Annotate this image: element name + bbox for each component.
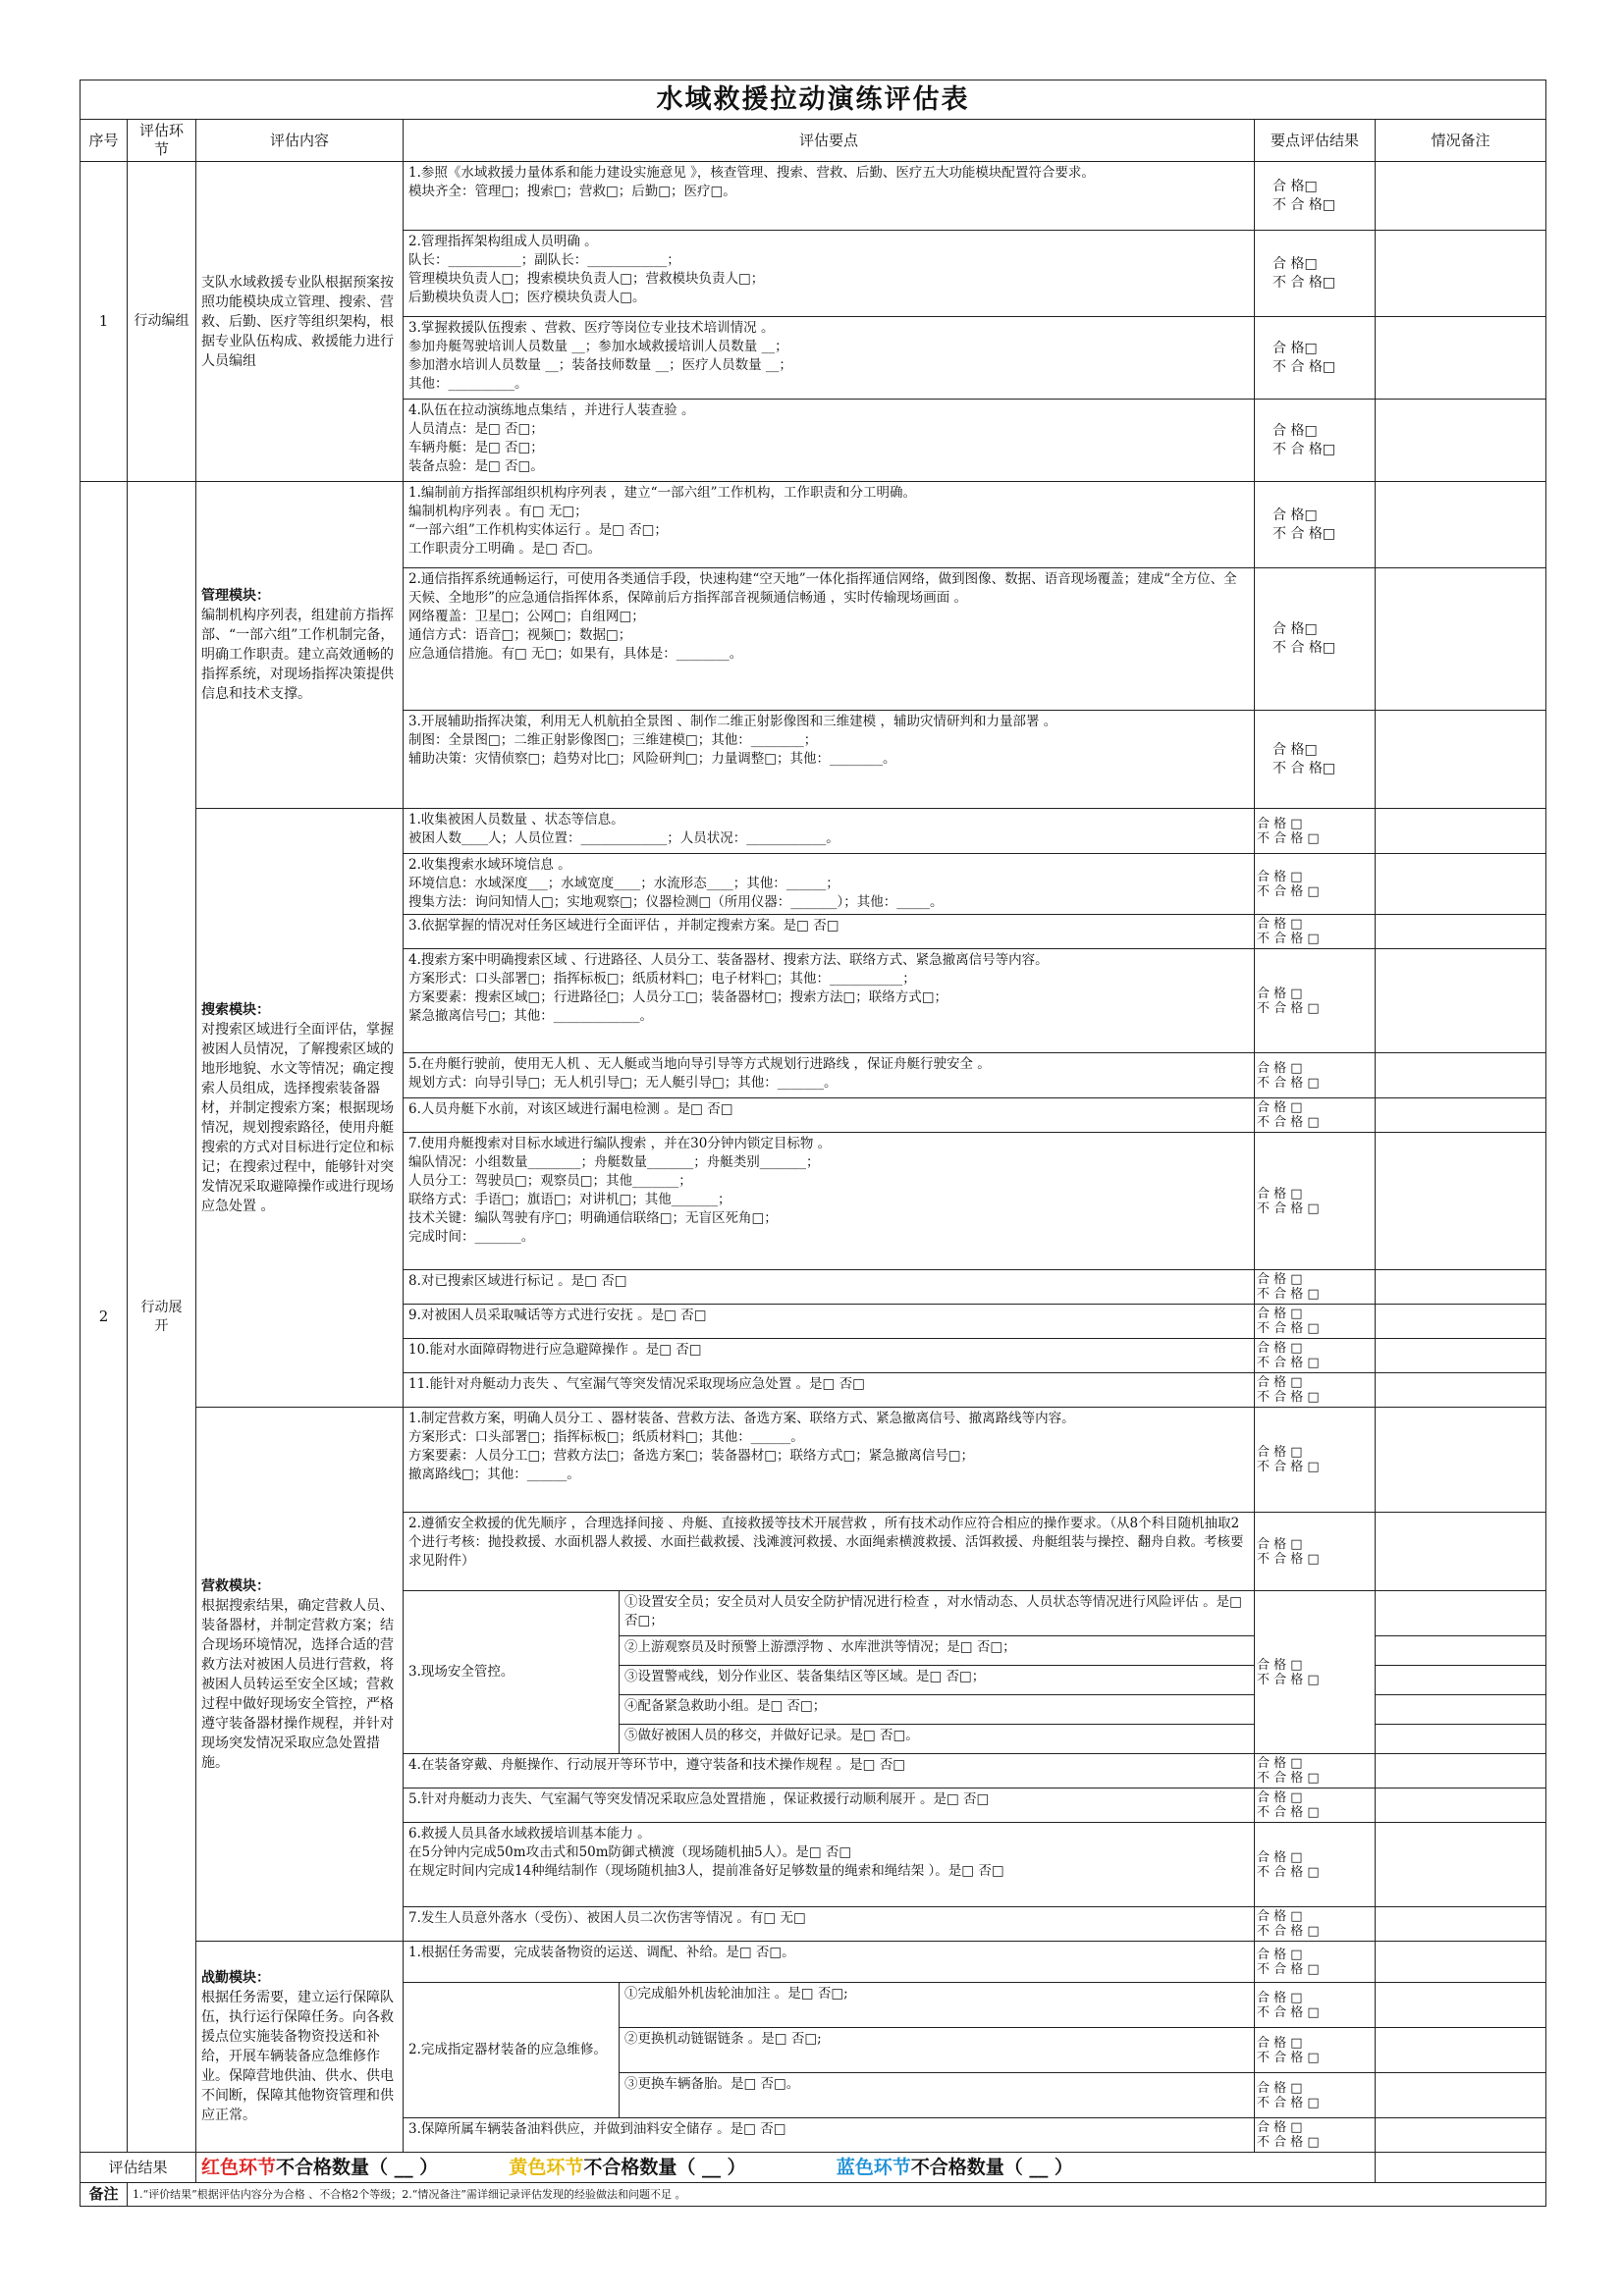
remark-cell[interactable] (1376, 1907, 1546, 1942)
point-text: 1.制定营救方案，明确人员分工 、器材装备、营救方法、备选方案、联络方式、紧急撤离信号、撤离路线等内容。 方案形式：口头部署□；指挥标板□；纸质材料□；其他：______。 方案要素：人员分工□；营救方法□；备选方案□；装备器材□；联络方式□；紧急撤离信号□； 撤离路线□；其他：______。 (404, 1408, 1255, 1513)
summary-label: 评估结果 (81, 2153, 196, 2183)
module-title: 搜索模块： (201, 1001, 270, 1018)
point-text: 3.保障所属车辆装备油料供应，并做到油料安全储存 。是□ 否□ (404, 2118, 1255, 2153)
result-checkbox[interactable]: 合 格 □ 不 合 格 □ (1255, 1270, 1376, 1305)
module-rescue (196, 1408, 404, 1942)
header-points: 评估要点 (404, 120, 1255, 162)
result-checkbox[interactable]: 合 格 □ 不 合 格 □ (1255, 2073, 1376, 2118)
point-text: 1.编制前方指挥部组织机构序列表 ，建立“一部六组”工作机构，工作职责和分工明确。 编制机构序列表 。有□ 无□； “一部六组”工作机构实体运行 。是□ 否□； 工作职责分工明确 。是□ 否□。 (404, 482, 1255, 568)
remark-cell[interactable] (1376, 1591, 1546, 1636)
result-checkbox[interactable]: 合 格□ 不 合 格□ (1255, 162, 1376, 231)
module-title: 营救模块： (201, 1577, 270, 1594)
sub-point-text: ⑤做好被困人员的移交，并做好记录。是□ 否□。 (620, 1725, 1255, 1754)
result-checkbox[interactable]: 合 格 □ 不 合 格 □ (1255, 1789, 1376, 1823)
point-text: 1.收集被困人员数量 、状态等信息。 被困人数____人；人员位置：_____________；人员状况：____________。 (404, 809, 1255, 854)
module-logistics (196, 1942, 404, 2153)
point-text: 10.能对水面障碍物进行应急避障操作 。是□ 否□ (404, 1339, 1255, 1373)
result-checkbox[interactable]: 合 格□ 不 合 格□ (1255, 400, 1376, 482)
result-checkbox[interactable]: 合 格□ 不 合 格□ (1255, 231, 1376, 317)
remark-cell[interactable] (1376, 1636, 1546, 1666)
result-checkbox[interactable]: 合 格 □ 不 合 格 □ (1255, 1591, 1376, 1754)
point-text: 4.搜索方案中明确搜索区域 、行进路径、人员分工、装备器材、搜索方法、联络方式、紧急撤离信号等内容。 方案形式：口头部署□；指挥标板□；纸质材料□；电子材料□；其他：___________； 方案要素：搜索区域□；行进路径□；人员分工□；装备器材□；搜索方法□；联络方式□； 紧急撤离信号□；其他：_____________。 (404, 949, 1255, 1053)
blue-tag: 蓝色环节 (836, 2156, 911, 2178)
section1-seq: 1 (81, 162, 128, 482)
remark-cell[interactable] (1376, 1408, 1546, 1513)
page-title: 水域救援拉动演练评估表 (81, 80, 1546, 120)
remark-cell[interactable] (1376, 1305, 1546, 1339)
result-checkbox[interactable]: 合 格 □ 不 合 格 □ (1255, 1098, 1376, 1133)
remark-cell[interactable] (1376, 711, 1546, 809)
point-text: 9.对被困人员采取喊话等方式进行安抚 。是□ 否□ (404, 1305, 1255, 1339)
sub-point-text: ④配备紧急救助小组。是□ 否□； (620, 1695, 1255, 1725)
result-checkbox[interactable]: 合 格 □ 不 合 格 □ (1255, 949, 1376, 1053)
result-checkbox[interactable]: 合 格 □ 不 合 格 □ (1255, 1754, 1376, 1789)
module-search (196, 809, 404, 1408)
remark-cell[interactable] (1376, 1823, 1546, 1907)
result-checkbox[interactable]: 合 格 □ 不 合 格 □ (1255, 1942, 1376, 1983)
remark-cell[interactable] (1376, 1725, 1546, 1754)
point-text: 3.依据掌握的情况对任务区域进行全面评估 ，并制定搜索方案。是□ 否□ (404, 915, 1255, 949)
point-text: 4.队伍在拉动演练地点集结 ，并进行人装查验 。 人员清点：是□ 否□； 车辆舟艇：是□ 否□； 装备点验：是□ 否□。 (404, 400, 1255, 482)
section2-seq: 2 (81, 482, 128, 2153)
blue-count[interactable]: 不合格数量（ __ ） (910, 2156, 1073, 2178)
header-content: 评估内容 (196, 120, 404, 162)
red-tag: 红色环节 (201, 2156, 277, 2178)
remark-cell[interactable] (1376, 854, 1546, 915)
sub-point-text: ②更换机动链锯链条 。是□ 否□; (620, 2028, 1255, 2073)
result-checkbox[interactable]: 合 格 □ 不 合 格 □ (1255, 854, 1376, 915)
remark-cell[interactable] (1376, 231, 1546, 317)
sub-point-label: 3.现场安全管控。 (404, 1591, 620, 1754)
module-management (196, 482, 404, 809)
remark-cell[interactable] (1376, 2073, 1546, 2118)
module-desc: 根据搜索结果，确定营救人员、装备器材，并制定营救方案；结合现场环境情况，选择合适的营救方法对被困人员进行营救，将被困人员转运至安全区域；营救过程中做好现场安全管控，严格遵守装备器材操作规程，并针对现场突发情况采取应急处置措施。 (201, 1597, 394, 1771)
sub-point-text: ①完成船外机齿轮油加注 。是□ 否□; (620, 1983, 1255, 2028)
summary-counts (196, 2153, 1376, 2183)
remark-cell[interactable] (1376, 915, 1546, 949)
remark-cell[interactable] (1376, 1053, 1546, 1098)
remark-cell[interactable] (1376, 1373, 1546, 1408)
point-text: 2.通信指挥系统通畅运行，可使用各类通信手段，快速构建“空天地”一体化指挥通信网络，做到图像、数据、语音现场覆盖；建成“全方位、全天候、全地形”的应急通信指挥体系，保障前后方指挥部音视频通信畅通 ，实时传输现场画面 。 网络覆盖：卫星□；公网□；自组网□； 通信方式：语音□；视频□；数据□； 应急通信措施。有□ 无□；如果有，具体是：________。 (404, 568, 1255, 711)
point-text: 7.使用舟艇搜索对目标水域进行编队搜索 ，并在30分钟内锁定目标物 。 编队情况：小组数量________；舟艇数量_______；舟艇类别_______； 人员分工：驾驶员□；观察员□；其他_______； 联络方式：手语□；旗语□；对讲机□；其他_______； 技术关键：编队驾驶有序□；明确通信联络□；无盲区死角□； 完成时间：_______。 (404, 1133, 1255, 1270)
result-checkbox[interactable]: 合 格 □ 不 合 格 □ (1255, 1133, 1376, 1270)
section1-content: 支队水域救援专业队根据预案按照功能模块成立管理、搜索、营救、后勤、医疗等组织架构，根据专业队伍构成、救援能力进行人员编组 (196, 162, 404, 482)
result-checkbox[interactable]: 合 格□ 不 合 格□ (1255, 317, 1376, 400)
point-text: 3.开展辅助指挥决策，利用无人机航拍全景图 、制作二维正射影像图和三维建模 ，辅助灾情研判和力量部署 。 制图：全景图□；二维正射影像图□；三维建模□；其他：________； 辅助决策：灾情侦察□；趋势对比□；风险研判□；力量调整□；其他：________。 (404, 711, 1255, 809)
result-checkbox[interactable]: 合 格 □ 不 合 格 □ (1255, 809, 1376, 854)
sub-point-label: 2.完成指定器材装备的应急维修。 (404, 1983, 620, 2118)
point-text: 2.管理指挥架构组成人员明确 。 队长：___________；副队长：____________； 管理模块负责人□；搜索模块负责人□；营救模块负责人□； 后勤模块负责人□；医疗模块负责人□。 (404, 231, 1255, 317)
sub-point-text: ②上游观察员及时预警上游漂浮物 、水库泄洪等情况；是□ 否□； (620, 1636, 1255, 1666)
point-text: 2.收集搜索水域环境信息 。 环境信息：水域深度___；水域宽度____；水流形态____；其他：______； 搜集方法：询问知情人□；实地观察□；仪器检测□（所用仪器：_______）；其他：_____。 (404, 854, 1255, 915)
evaluation-sheet (80, 80, 1545, 2207)
point-text: 6.救援人员具备水域救援培训基本能力 。 在5分钟内完成50m攻击式和50m防御式横渡（现场随机抽5人）。是□ 否□ 在规定时间内完成14种绳结制作（现场随机抽3人，提前准备好足够数量的绳索和绳结架 ）。是□ 否□ (404, 1823, 1255, 1907)
point-text: 5.针对舟艇动力丧失、气室漏气等突发情况采取应急处置措施 ，保证救援行动顺利展开 。是□ 否□ (404, 1789, 1255, 1823)
sub-point-text: ③更换车辆备胎。是□ 否□。 (620, 2073, 1255, 2118)
result-checkbox[interactable]: 合 格 □ 不 合 格 □ (1255, 1907, 1376, 1942)
section2-stage: 行动展 开 (128, 482, 196, 2153)
remark-cell[interactable] (1376, 317, 1546, 400)
result-checkbox[interactable]: 合 格 □ 不 合 格 □ (1255, 1983, 1376, 2028)
point-text: 5.在舟艇行驶前，使用无人机 、无人艇或当地向导引导等方式规划行进路线 ，保证舟艇行驶安全 。 规划方式：向导引导□；无人机引导□；无人艇引导□；其他：_______。 (404, 1053, 1255, 1098)
yellow-tag: 黄色环节 (509, 2156, 584, 2178)
remark-cell[interactable] (1376, 809, 1546, 854)
evaluation-table (80, 80, 1546, 2207)
remark-cell[interactable] (1376, 2118, 1546, 2153)
header-seq: 序号 (81, 120, 128, 162)
remark-cell[interactable] (1376, 482, 1546, 568)
remark-cell[interactable] (1376, 162, 1546, 231)
note-text: 1.“评价结果”根据评估内容分为合格 、不合格2个等级；2.“情况备注”需详细记录评估发现的经验做法和问题不足 。 (128, 2183, 1546, 2207)
result-checkbox[interactable]: 合 格 □ 不 合 格 □ (1255, 1408, 1376, 1513)
remark-cell[interactable] (1376, 1098, 1546, 1133)
remark-cell[interactable] (1376, 1270, 1546, 1305)
remark-cell[interactable] (1376, 1789, 1546, 1823)
header-stage: 评估环节 (128, 120, 196, 162)
red-count[interactable]: 不合格数量（ __ ） (276, 2156, 439, 2178)
point-text: 1.参照《水域救援力量体系和能力建设实施意见 》，核查管理、搜索、营救、后勤、医疗五大功能模块配置符合要求。 模块齐全：管理□；搜索□；营救□；后勤□；医疗□。 (404, 162, 1255, 231)
result-checkbox[interactable]: 合 格 □ 不 合 格 □ (1255, 1053, 1376, 1098)
result-checkbox[interactable]: 合 格 □ 不 合 格 □ (1255, 2118, 1376, 2153)
point-text: 3.掌握救援队伍搜索 、营救、医疗等岗位专业技术培训情况 。 参加舟艇驾驶培训人员数量 __；参加水域救援培训人员数量 __； 参加潜水培训人员数量 __；装备技师数量 __；医疗人员数量 __； 其他：__________。 (404, 317, 1255, 400)
remark-cell[interactable] (1376, 1513, 1546, 1591)
result-checkbox[interactable]: 合 格□ 不 合 格□ (1255, 711, 1376, 809)
point-text: 11.能针对舟艇动力丧失 、气室漏气等突发情况采取现场应急处置 。是□ 否□ (404, 1373, 1255, 1408)
remark-cell[interactable] (1376, 1942, 1546, 1983)
result-checkbox[interactable]: 合 格□ 不 合 格□ (1255, 568, 1376, 711)
point-text: 7.发生人员意外落水（受伤）、被困人员二次伤害等情况 。有□ 无□ (404, 1907, 1255, 1942)
remark-cell[interactable] (1376, 1133, 1546, 1270)
point-text: 8.对已搜索区域进行标记 。是□ 否□ (404, 1270, 1255, 1305)
remark-cell[interactable] (1376, 2028, 1546, 2073)
result-checkbox[interactable]: 合 格 □ 不 合 格 □ (1255, 915, 1376, 949)
point-text: 2.遵循安全救援的优先顺序 ，合理选择间接 、舟艇、直接救援等技术开展营救 ，所有技术动作应符合相应的操作要求。（从8个科目随机抽取2个进行考核：抛投救援、水面机器人救援、水面拦截救援、浅滩渡河救援、水面绳索横渡救援、活饵救援、舟艇组装与操控、翻舟自救。考核要求见附件） (404, 1513, 1255, 1591)
remark-cell[interactable] (1376, 1983, 1546, 2028)
module-title: 战勤模块： (201, 1970, 270, 1986)
result-checkbox[interactable]: 合 格 □ 不 合 格 □ (1255, 1305, 1376, 1339)
result-checkbox[interactable]: 合 格 □ 不 合 格 □ (1255, 1823, 1376, 1907)
module-desc: 根据任务需要，建立运行保障队伍，执行运行保障任务。向各救援点位实施装备物资投送和补给，开展车辆装备应急维修作业。保障营地供油、供水、供电不间断，保障其他物资管理和供应正常。 (201, 1990, 394, 2123)
result-checkbox[interactable]: 合 格 □ 不 合 格 □ (1255, 1339, 1376, 1373)
remark-cell[interactable] (1376, 1754, 1546, 1789)
point-text: 6.人员舟艇下水前，对该区域进行漏电检测 。是□ 否□ (404, 1098, 1255, 1133)
remark-cell[interactable] (1376, 1339, 1546, 1373)
yellow-count[interactable]: 不合格数量（ __ ） (583, 2156, 746, 2178)
point-text: 1.根据任务需要，完成装备物资的运送、调配、补给。是□ 否□。 (404, 1942, 1255, 1983)
remark-cell[interactable] (1376, 949, 1546, 1053)
sub-point-text: ③设置警戒线，划分作业区、装备集结区等区域。是□ 否□； (620, 1666, 1255, 1695)
result-checkbox[interactable]: 合 格 □ 不 合 格 □ (1255, 1513, 1376, 1591)
remark-cell[interactable] (1376, 568, 1546, 711)
module-title: 管理模块： (201, 588, 270, 604)
header-result: 要点评估结果 (1255, 120, 1376, 162)
module-desc: 编制机构序列表，组建前方指挥部、“一部六组”工作机制完备，明确工作职责。建立高效通畅的指挥系统，对现场指挥决策提供信息和技术支撑。 (201, 608, 395, 702)
section1-stage: 行动编组 (128, 162, 196, 482)
note-label: 备注 (81, 2183, 128, 2207)
point-text: 4.在装备穿戴、舟艇操作、行动展开等环节中，遵守装备和技术操作规程 。是□ 否□ (404, 1754, 1255, 1789)
sub-point-text: ①设置安全员；安全员对人员安全防护情况进行检查 ，对水情动态、人员状态等情况进行风险评估 。是□ 否□； (620, 1591, 1255, 1636)
result-checkbox[interactable]: 合 格□ 不 合 格□ (1255, 482, 1376, 568)
summary-remark-cell[interactable] (1376, 2153, 1546, 2183)
result-checkbox[interactable]: 合 格 □ 不 合 格 □ (1255, 2028, 1376, 2073)
remark-cell[interactable] (1376, 1666, 1546, 1695)
remark-cell[interactable] (1376, 1695, 1546, 1725)
result-checkbox[interactable]: 合 格 □ 不 合 格 □ (1255, 1373, 1376, 1408)
remark-cell[interactable] (1376, 400, 1546, 482)
header-remarks: 情况备注 (1376, 120, 1546, 162)
module-desc: 对搜索区域进行全面评估，掌握被困人员情况，了解搜索区域的地形地貌、水文等情况；确定搜索人员组成，选择搜索装备器材，并制定搜索方案；根据现场情况，规划搜索路径，使用舟艇搜索的方式对目标进行定位和标记；在搜索过程中，能够针对突发情况采取避障操作或进行现场应急处置 。 (201, 1021, 394, 1214)
